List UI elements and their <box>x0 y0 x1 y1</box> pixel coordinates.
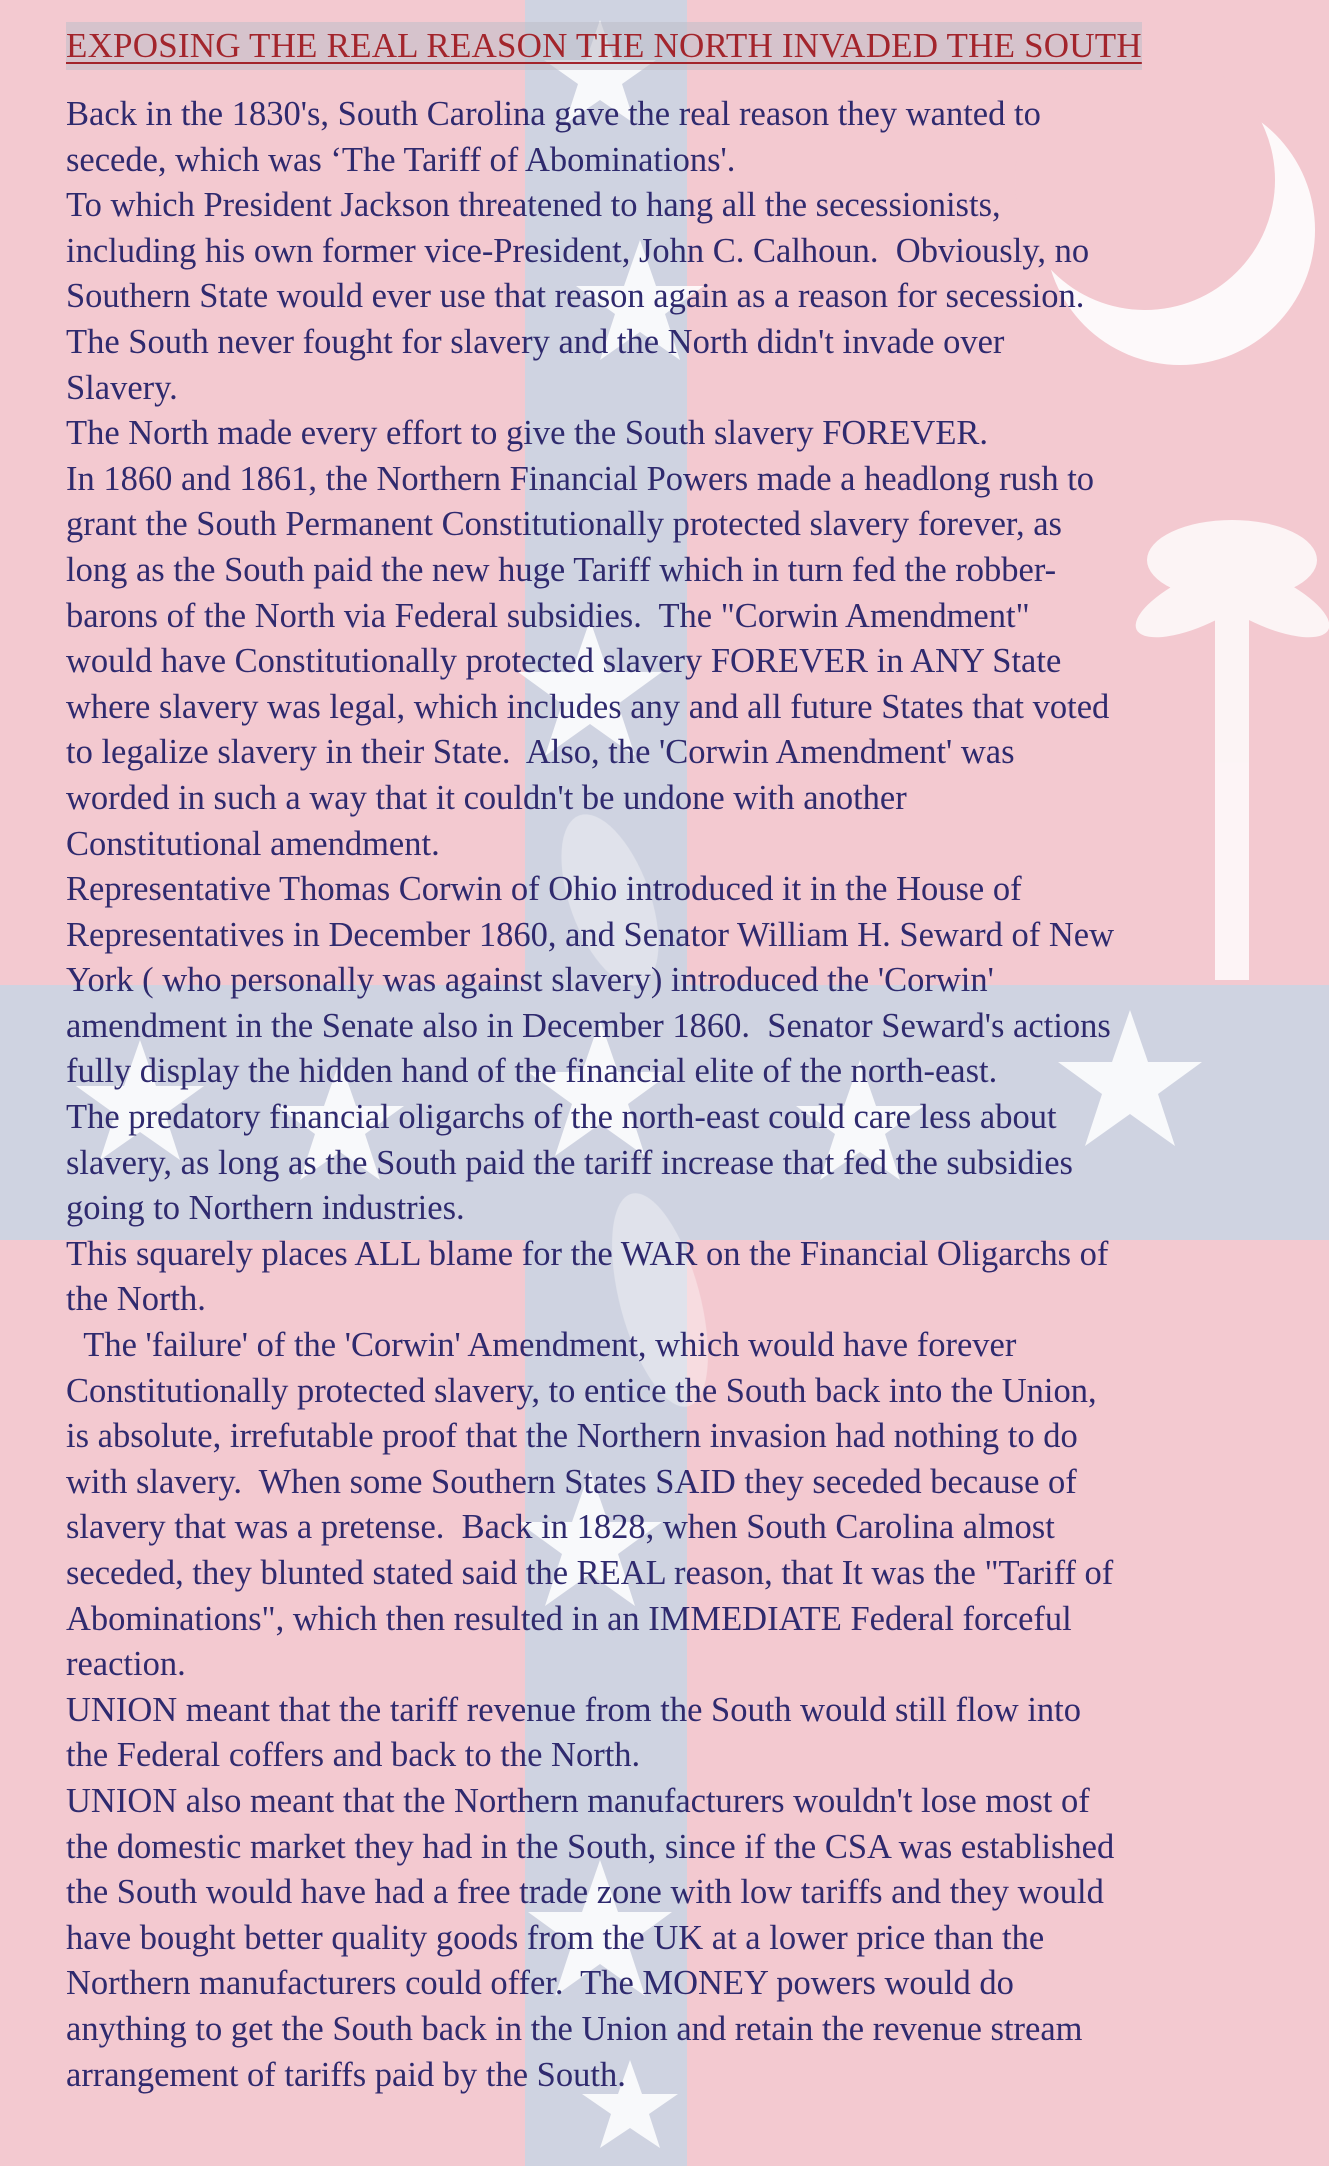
paragraph: In 1860 and 1861, the Northern Financial Powers made a headlong rush to grant the South Permanent Constitutionally protected slavery forever, as long as the South paid the new huge Tariff which in turn fed the robber- barons of the North via Federal subsidies. The "Corwin Amendment" would have Constitutionally protected slavery FOREVER in ANY State where slavery was legal, which includes any and all future States that voted to legalize slavery in their State. Also, the 'Corwin Amendment' was worded in such a way that it couldn't be undone with another Constitutional amendment. <box>66 459 1110 863</box>
paragraph: UNION also meant that the Northern manufacturers wouldn't lose most of the domestic market they had in the South, since if the CSA was established the South would have had a free trade zone with low tariffs and they would have bought better quality goods from the UK at a lower price than the Northern manufacturers could offer. The MONEY powers would do anything to get the South back in the Union and retain the revenue stream arrangement of tariffs paid by the South. <box>66 1781 1115 2094</box>
paragraph: Back in the 1830's, South Carolina gave the real reason they wanted to secede, which was ‘The Tariff of Abominations'. <box>66 95 1041 179</box>
page-title: EXPOSING THE REAL REASON THE NORTH INVADED THE SOUTH <box>66 22 1142 70</box>
paragraph: The 'failure' of the 'Corwin' Amendment, which would have forever Constitutionally protected slavery, to entice the South back into the Union, is absolute, irrefutable proof that the Northern invasion had nothing to do with slavery. When some Southern States SAID they seceded because of slavery that was a pretense. Back in 1828, when South Carolina almost seceded, they blunted stated said the REAL reason, that It was the "Tariff of Abominations", which then resulted in an IMMEDIATE Federal forceful reaction. <box>66 1326 1114 1684</box>
paragraph: The North made every effort to give the South slavery FOREVER. <box>66 414 989 453</box>
article <box>66 22 1306 2098</box>
paragraph: This squarely places ALL blame for the WAR on the Financial Oligarchs of the North. <box>66 1234 1109 1319</box>
paragraph: The South never fought for slavery and the North didn't invade over Slavery. <box>66 322 1005 407</box>
paragraph: To which President Jackson threatened to hang all the secessionists, including his own former vice-President, John C. Calhoun. Obviously, no Southern State would ever use that reason again as a reason for secession. <box>66 186 1090 316</box>
paragraph: Representative Thomas Corwin of Ohio introduced it in the House of Representatives in December 1860, and Senator William H. Seward of New York ( who personally was against slavery) introduced the 'Corwin' amendment in the Senate also in December 1860. Senator Seward's actions fully display the hidden hand of the financial elite of the north-east. <box>66 870 1115 1091</box>
paragraph: UNION meant that the tariff revenue from the South would still flow into the Federal coffers and back to the North. <box>66 1690 1081 1775</box>
paragraph: The predatory financial oligarchs of the north-east could care less about slavery, as long as the South paid the tariff increase that fed the subsidies going to Northern industries. <box>66 1098 1073 1228</box>
